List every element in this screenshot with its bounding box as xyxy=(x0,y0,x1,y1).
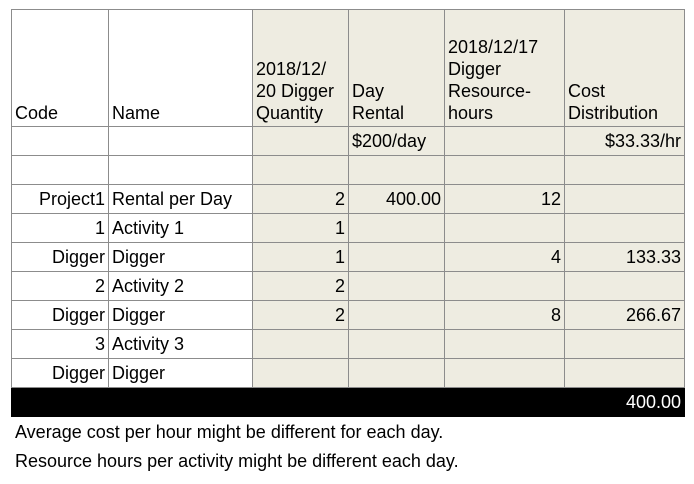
hours-cell[interactable] xyxy=(445,272,565,301)
header-name[interactable]: Name xyxy=(109,10,253,127)
name-cell[interactable]: Activity 3 xyxy=(109,330,253,359)
table-row xyxy=(12,156,685,185)
cell[interactable] xyxy=(12,127,109,156)
header-cost-line: Distribution xyxy=(568,103,659,123)
spreadsheet-table xyxy=(11,9,685,417)
cell[interactable] xyxy=(445,388,565,417)
rental-cell[interactable] xyxy=(349,301,445,330)
quantity-cell[interactable] xyxy=(253,330,349,359)
rental-cell[interactable] xyxy=(349,243,445,272)
header-hours-line: Resource- xyxy=(448,81,532,101)
name-cell[interactable]: Digger xyxy=(109,301,253,330)
table-row xyxy=(12,214,685,243)
hours-cell[interactable]: 4 xyxy=(445,243,565,272)
cost-cell[interactable]: 133.33 xyxy=(565,243,685,272)
hours-cell[interactable] xyxy=(445,156,565,185)
cell[interactable] xyxy=(253,127,349,156)
table-row xyxy=(12,272,685,301)
header-row xyxy=(12,10,685,127)
cost-cell[interactable] xyxy=(565,330,685,359)
quantity-cell[interactable] xyxy=(253,156,349,185)
name-cell[interactable]: Digger xyxy=(109,359,253,388)
rental-cell[interactable] xyxy=(349,330,445,359)
hours-cell[interactable]: 12 xyxy=(445,185,565,214)
header-cost-distribution[interactable] xyxy=(565,10,685,127)
cost-cell[interactable] xyxy=(565,359,685,388)
header-hours-line: 2018/12/17 xyxy=(448,37,539,57)
header-code[interactable]: Code xyxy=(12,10,109,127)
table-row xyxy=(12,301,685,330)
rate-row xyxy=(12,127,685,156)
cost-cell[interactable] xyxy=(565,156,685,185)
cell[interactable] xyxy=(109,127,253,156)
header-rental-line: Rental xyxy=(352,103,405,123)
table-row xyxy=(12,243,685,272)
table-row xyxy=(12,185,685,214)
quantity-cell[interactable]: 1 xyxy=(253,214,349,243)
header-hours-line: hours xyxy=(448,103,494,123)
total-row xyxy=(12,388,685,417)
cell[interactable] xyxy=(253,388,349,417)
code-cell[interactable]: Digger xyxy=(12,359,109,388)
cell[interactable] xyxy=(349,388,445,417)
table-row xyxy=(12,330,685,359)
rental-cell[interactable] xyxy=(349,272,445,301)
hours-cell[interactable] xyxy=(445,330,565,359)
rental-cell[interactable] xyxy=(349,359,445,388)
note-line: Resource hours per activity might be different each day. xyxy=(15,451,459,471)
code-cell[interactable]: Digger xyxy=(12,243,109,272)
name-cell[interactable]: Rental per Day xyxy=(109,185,253,214)
cell[interactable] xyxy=(445,127,565,156)
cost-cell[interactable] xyxy=(565,185,685,214)
header-cost-line: Cost xyxy=(568,81,606,101)
header-quantity-line: 2018/12/ xyxy=(256,59,327,79)
name-cell[interactable] xyxy=(109,156,253,185)
rental-cell[interactable]: 400.00 xyxy=(349,185,445,214)
rental-cell[interactable] xyxy=(349,214,445,243)
hours-cell[interactable] xyxy=(445,214,565,243)
notes xyxy=(15,418,459,476)
code-cell[interactable]: Digger xyxy=(12,301,109,330)
rental-rate-cell[interactable]: $200/day xyxy=(349,127,445,156)
cost-rate-cell[interactable]: $33.33/hr xyxy=(565,127,685,156)
name-cell[interactable]: Activity 2 xyxy=(109,272,253,301)
name-cell[interactable]: Activity 1 xyxy=(109,214,253,243)
quantity-cell[interactable]: 2 xyxy=(253,301,349,330)
table-row xyxy=(12,359,685,388)
quantity-cell[interactable]: 2 xyxy=(253,272,349,301)
cost-cell[interactable] xyxy=(565,214,685,243)
cell[interactable] xyxy=(109,388,253,417)
header-hours-line: Digger xyxy=(448,59,502,79)
cost-cell[interactable] xyxy=(565,272,685,301)
hours-cell[interactable] xyxy=(445,359,565,388)
code-cell[interactable]: 1 xyxy=(12,214,109,243)
hours-cell[interactable]: 8 xyxy=(445,301,565,330)
header-rental-line: Day xyxy=(352,81,385,101)
note-line: Average cost per hour might be different for each day. xyxy=(15,422,444,442)
quantity-cell[interactable]: 2 xyxy=(253,185,349,214)
cost-cell[interactable]: 266.67 xyxy=(565,301,685,330)
cell[interactable] xyxy=(12,388,109,417)
header-quantity-line: 20 Digger xyxy=(256,81,335,101)
code-cell[interactable]: 3 xyxy=(12,330,109,359)
name-cell[interactable]: Digger xyxy=(109,243,253,272)
header-quantity-line: Quantity xyxy=(256,103,324,123)
rental-cell[interactable] xyxy=(349,156,445,185)
code-cell[interactable]: 2 xyxy=(12,272,109,301)
quantity-cell[interactable]: 1 xyxy=(253,243,349,272)
quantity-cell[interactable] xyxy=(253,359,349,388)
header-day-rental[interactable] xyxy=(349,10,445,127)
header-resource-hours[interactable] xyxy=(445,10,565,127)
total-cell[interactable]: 400.00 xyxy=(565,388,685,417)
code-cell[interactable] xyxy=(12,156,109,185)
code-cell[interactable]: Project1 xyxy=(12,185,109,214)
header-quantity[interactable] xyxy=(253,10,349,127)
